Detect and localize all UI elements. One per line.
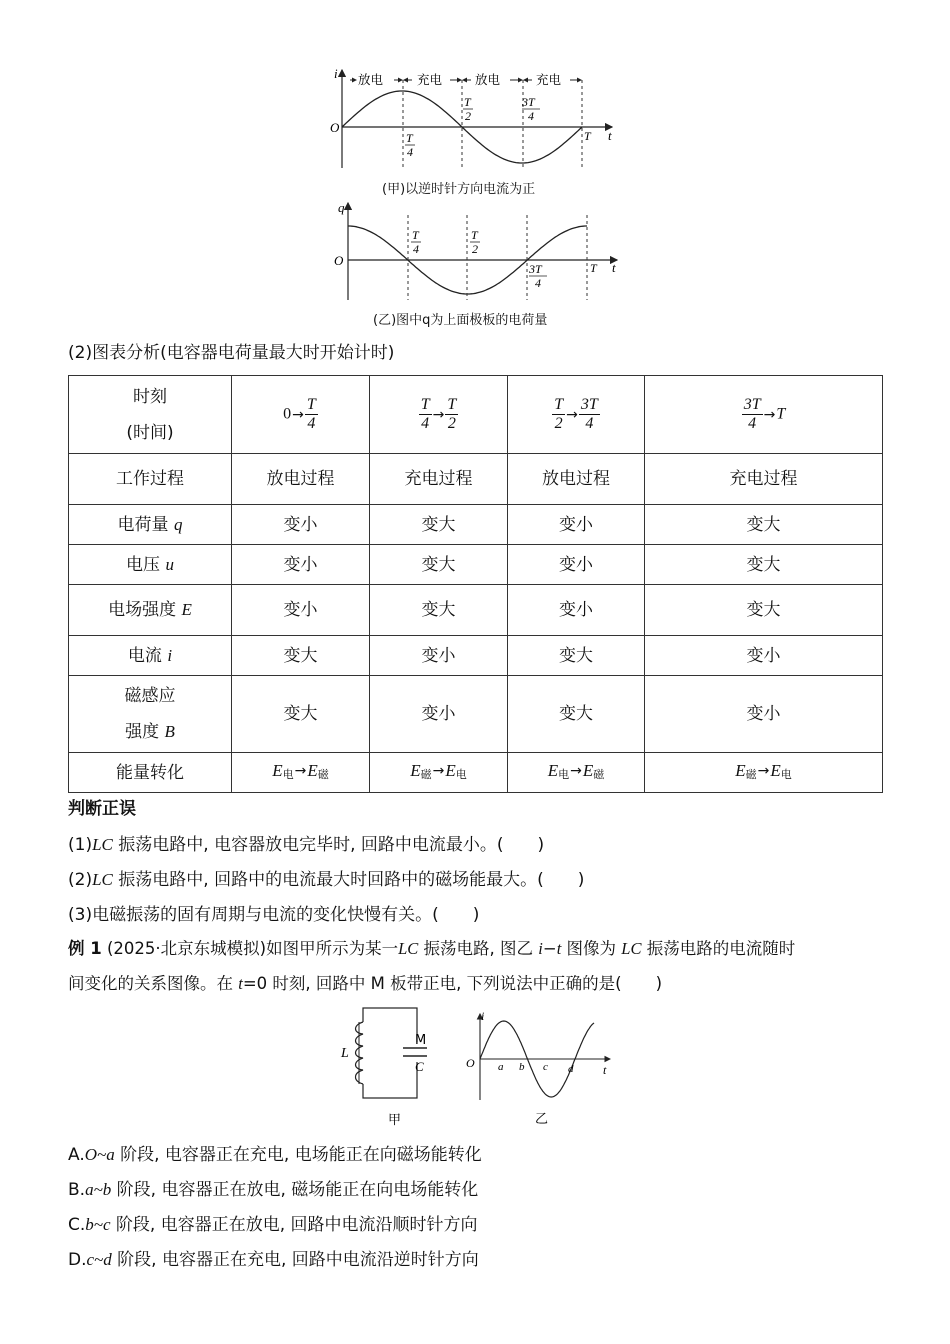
- table-row: [69, 676, 883, 753]
- option-c[interactable]: C.b~c 阶段, 电容器正在放电, 回路中电流沿顺时针方向: [68, 1215, 478, 1235]
- option-a[interactable]: A.O~a 阶段, 电容器正在充电, 电场能正在向磁场能转化: [68, 1145, 482, 1165]
- table-cell: 变大: [508, 676, 645, 753]
- table-cell: 变小: [508, 585, 645, 636]
- tick-t4-num: T: [412, 228, 419, 242]
- header-interval-1: 0→ $\frac{T}{4}$: [232, 376, 370, 454]
- option-b[interactable]: B.a~b 阶段, 电容器正在放电, 磁场能正在向电场能转化: [68, 1180, 479, 1200]
- table-cell: 放电过程: [508, 454, 645, 505]
- point-c-label: c: [543, 1061, 548, 1073]
- header-label: 时刻 (时间): [69, 376, 232, 454]
- judge-title: 判断正误: [68, 799, 136, 819]
- table-cell: 放电过程: [232, 454, 370, 505]
- table-cell: 充电过程: [645, 454, 883, 505]
- tick-t4-den: 4: [413, 242, 419, 256]
- header-interval-3: $\frac{T}{2}$ → $\frac{3T}{4}$: [508, 376, 645, 454]
- table-cell: 变小: [370, 676, 508, 753]
- plate-m-label: M: [415, 1033, 427, 1048]
- i-axis-label: i: [334, 66, 338, 81]
- row-label: 电场强度 E: [69, 585, 232, 636]
- example-stem-line1: 例 1 (2025·北京东城模拟)如图甲所示为某一LC 振荡电路, 图乙 i−t 图像为 LC 振荡电路的电流随时: [68, 939, 796, 958]
- t-axis-label: t: [608, 128, 612, 143]
- header-interval-2: $\frac{T}{4}$ → $\frac{T}{2}$: [370, 376, 508, 454]
- figure-caption-jia: (甲)以逆时针方向电流为正: [382, 182, 536, 197]
- tick-3t4-den: 4: [535, 276, 541, 290]
- phase-label: 充电: [417, 72, 443, 87]
- lc-analysis-table: [68, 375, 883, 793]
- table-cell: 变大: [370, 505, 508, 545]
- row-label: 工作过程: [69, 454, 232, 505]
- tick-t: T: [590, 261, 597, 275]
- table-cell: 变小: [232, 505, 370, 545]
- point-a-label: a: [498, 1061, 504, 1073]
- row-label: 电流 i: [69, 636, 232, 676]
- table-row: [69, 454, 883, 505]
- phase-label: 放电: [475, 72, 501, 87]
- example-i-t-graph: [460, 1008, 620, 1133]
- tick-t2-num: T: [464, 95, 471, 109]
- origin-label: O: [466, 1056, 475, 1070]
- i-axis-label: i: [481, 1009, 485, 1023]
- inductor-label: L: [341, 1046, 349, 1061]
- t-axis-label: t: [612, 260, 616, 275]
- table-cell: 变小: [508, 505, 645, 545]
- q-axis-label: q: [338, 200, 345, 215]
- option-d[interactable]: D.c~d 阶段, 电容器正在充电, 回路中电流沿逆时针方向: [68, 1250, 479, 1270]
- tick-3t4-num: 3T: [529, 262, 542, 276]
- t-axis-label: t: [603, 1063, 607, 1077]
- section-heading: (2)图表分析(电容器电荷量最大时开始计时): [68, 343, 395, 363]
- table-cell: 变小: [645, 676, 883, 753]
- tick-t4-num: T: [406, 131, 413, 145]
- table-cell: 变小: [645, 636, 883, 676]
- table-row: [69, 545, 883, 585]
- graph-caption: 乙: [535, 1112, 549, 1127]
- tick-3t4-den: 4: [528, 109, 534, 123]
- table-cell: 变小: [232, 545, 370, 585]
- table-row: [69, 585, 883, 636]
- table-cell: 变小: [370, 636, 508, 676]
- tick-t2-den: 2: [465, 109, 471, 123]
- row-label: 能量转化: [69, 753, 232, 793]
- tick-3t4-num: 3T: [522, 95, 535, 109]
- i-t-graph: [320, 60, 630, 180]
- table-cell: 变小: [232, 585, 370, 636]
- row-label: 电压 u: [69, 545, 232, 585]
- energy-cell: E电→E磁: [232, 753, 370, 793]
- table-cell: 变大: [232, 636, 370, 676]
- point-d-label: d: [568, 1063, 574, 1075]
- judge-item: (2)LC 振荡电路中, 回路中的电流最大时回路中的磁场能最大。( ): [68, 870, 585, 890]
- tick-t2-num: T: [471, 228, 478, 242]
- row-label: 磁感应 强度 B: [69, 676, 232, 753]
- header-interval-4: $\frac{3T}{4}$ →T: [645, 376, 883, 454]
- tick-t4-den: 4: [407, 145, 413, 159]
- point-b-label: b: [519, 1061, 525, 1073]
- lc-circuit-diagram: [335, 1002, 445, 1130]
- table-cell: 充电过程: [370, 454, 508, 505]
- row-label: 电荷量 q: [69, 505, 232, 545]
- capacitor-label: C: [415, 1059, 424, 1074]
- origin-label: O: [334, 253, 344, 268]
- tick-t2-den: 2: [472, 242, 478, 256]
- table-row-energy: [69, 753, 883, 793]
- judge-item: (3)电磁振荡的固有周期与电流的变化快慢有关。( ): [68, 905, 480, 925]
- circuit-caption: 甲: [388, 1113, 402, 1128]
- energy-cell: E磁→E电: [370, 753, 508, 793]
- table-cell: 变大: [645, 585, 883, 636]
- judge-item: (1)LC 振荡电路中, 电容器放电完毕时, 回路中电流最小。( ): [68, 835, 545, 855]
- energy-cell: E磁→E电: [645, 753, 883, 793]
- table-cell: 变大: [508, 636, 645, 676]
- table-row: [69, 636, 883, 676]
- origin-label: O: [330, 120, 340, 135]
- table-header-row: [69, 376, 883, 454]
- figure-caption-yi: (乙)图中q为上面极板的电荷量: [373, 313, 548, 328]
- table-row: [69, 505, 883, 545]
- table-cell: 变大: [370, 545, 508, 585]
- phase-label: 放电: [358, 72, 384, 87]
- table-cell: 变大: [645, 545, 883, 585]
- q-t-graph: [325, 195, 625, 305]
- tick-t: T: [584, 129, 591, 143]
- example-stem-line2: 间变化的关系图像。在 t=0 时刻, 回路中 M 板带正电, 下列说法中正确的是( ): [68, 974, 662, 993]
- phase-label: 充电: [536, 72, 562, 87]
- table-cell: 变小: [508, 545, 645, 585]
- table-cell: 变大: [232, 676, 370, 753]
- energy-cell: E电→E磁: [508, 753, 645, 793]
- table-cell: 变大: [645, 505, 883, 545]
- table-cell: 变大: [370, 585, 508, 636]
